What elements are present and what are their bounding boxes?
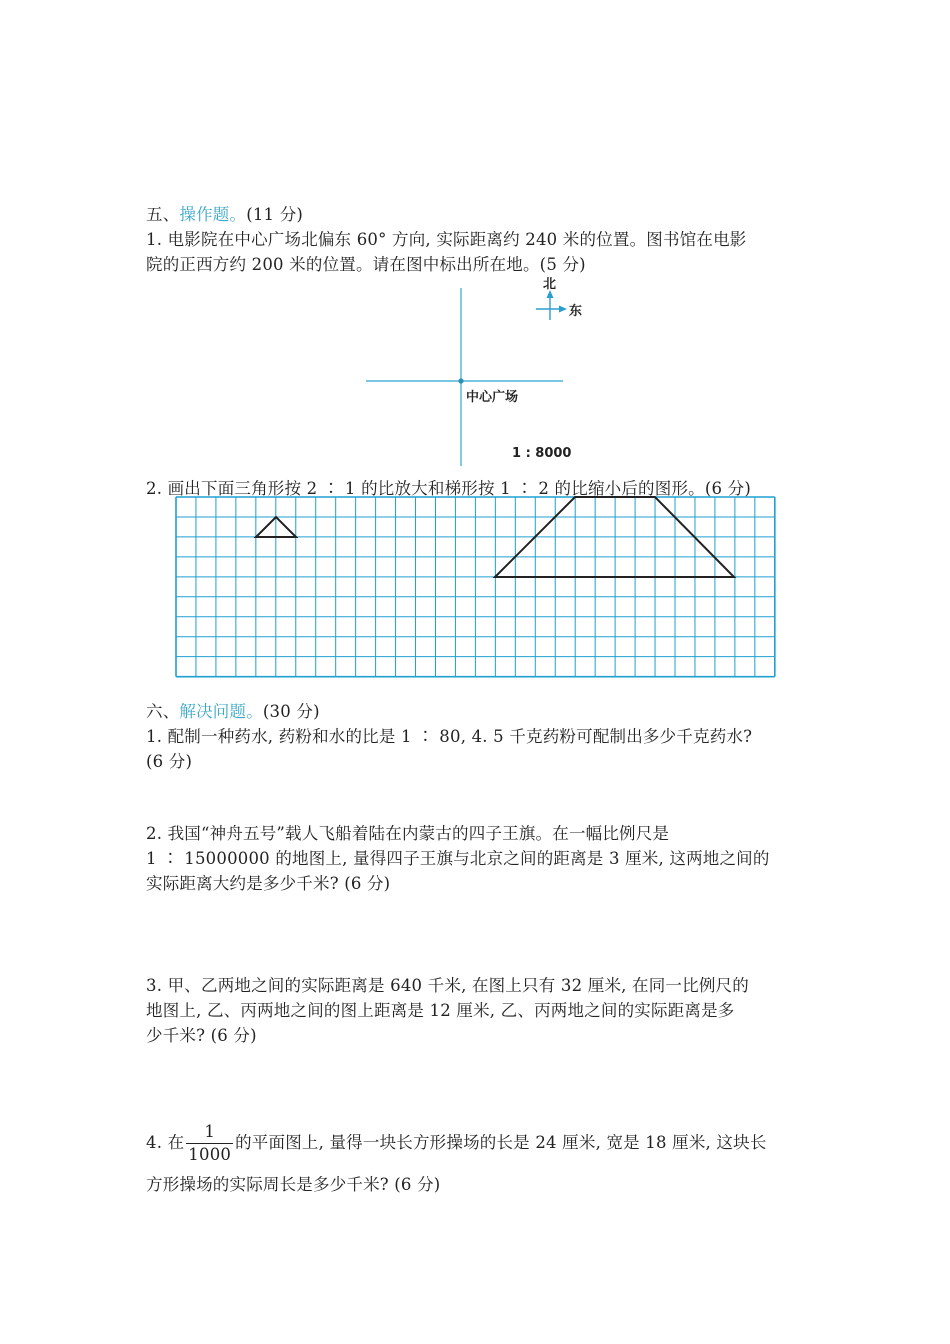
- s6-q4-prefix: 4. 在: [146, 1133, 185, 1152]
- s6-q4-line1: [146, 1121, 767, 1166]
- s5-q1-line2: 院的正西方约 200 米的位置。请在图中标出所在地。(5 分): [146, 255, 586, 274]
- s6-q1-line1: 1. 配制一种药水, 药粉和水的比是 1 ∶ 80, 4. 5 千克药粉可配制出多少千克药水?: [146, 727, 753, 746]
- section6-title: 解决问题。: [179, 702, 263, 721]
- s6-q3-line3: 少千米? (6 分): [146, 1026, 257, 1045]
- section6-label: 六、: [146, 702, 180, 721]
- s6-q3-line1: 3. 甲、乙两地之间的实际距离是 640 千米, 在图上只有 32 厘米, 在同一比例尺的: [146, 976, 749, 995]
- s5-q1-line1: 1. 电影院在中心广场北偏东 60° 方向, 实际距离约 240 米的位置。图书馆在电影: [146, 230, 747, 249]
- s6-q2-line2: 1 ∶ 15000000 的地图上, 量得四子王旗与北京之间的距离是 3 厘米, 这两地之间的: [146, 849, 770, 868]
- section5-title: 操作题。: [179, 205, 247, 224]
- s6-q4-suffix: 的平面图上, 量得一块长方形操场的长是 24 厘米, 宽是 18 厘米, 这块长: [235, 1133, 767, 1152]
- section6-score: (30 分): [262, 702, 320, 721]
- section5-label: 五、: [146, 205, 180, 224]
- fraction-denominator: 1000: [188, 1145, 232, 1164]
- section6-heading: [146, 700, 320, 724]
- compass-east-label: 东: [569, 304, 583, 319]
- map-scale-label: 1 : 8000: [512, 446, 572, 461]
- grid-lines: [176, 497, 775, 677]
- fraction-numerator: 1: [186, 1121, 233, 1144]
- s6-q2-line3: 实际距离大约是多少千米? (6 分): [146, 874, 391, 893]
- s6-q2-line1: 2. 我国“神舟五号”载人飞船着陆在内蒙古的四子王旗。在一幅比例尺是: [146, 824, 670, 843]
- compass-north-label: 北: [543, 277, 557, 292]
- s6-q4-line2: 方形操场的实际周长是多少千米? (6 分): [146, 1175, 441, 1194]
- section5-score: (11 分): [246, 205, 304, 224]
- s6-q3-line2: 地图上, 乙、丙两地之间的图上距离是 12 厘米, 乙、丙两地之间的实际距离是多: [146, 1001, 735, 1020]
- s5-q2-line1: 2. 画出下面三角形按 2 ∶ 1 的比放大和梯形按 1 ∶ 2 的比缩小后的图形。(6 分): [146, 479, 751, 498]
- fraction: [186, 1121, 233, 1166]
- center-square-label: 中心广场: [466, 390, 519, 405]
- s6-q1-line2: (6 分): [146, 752, 193, 771]
